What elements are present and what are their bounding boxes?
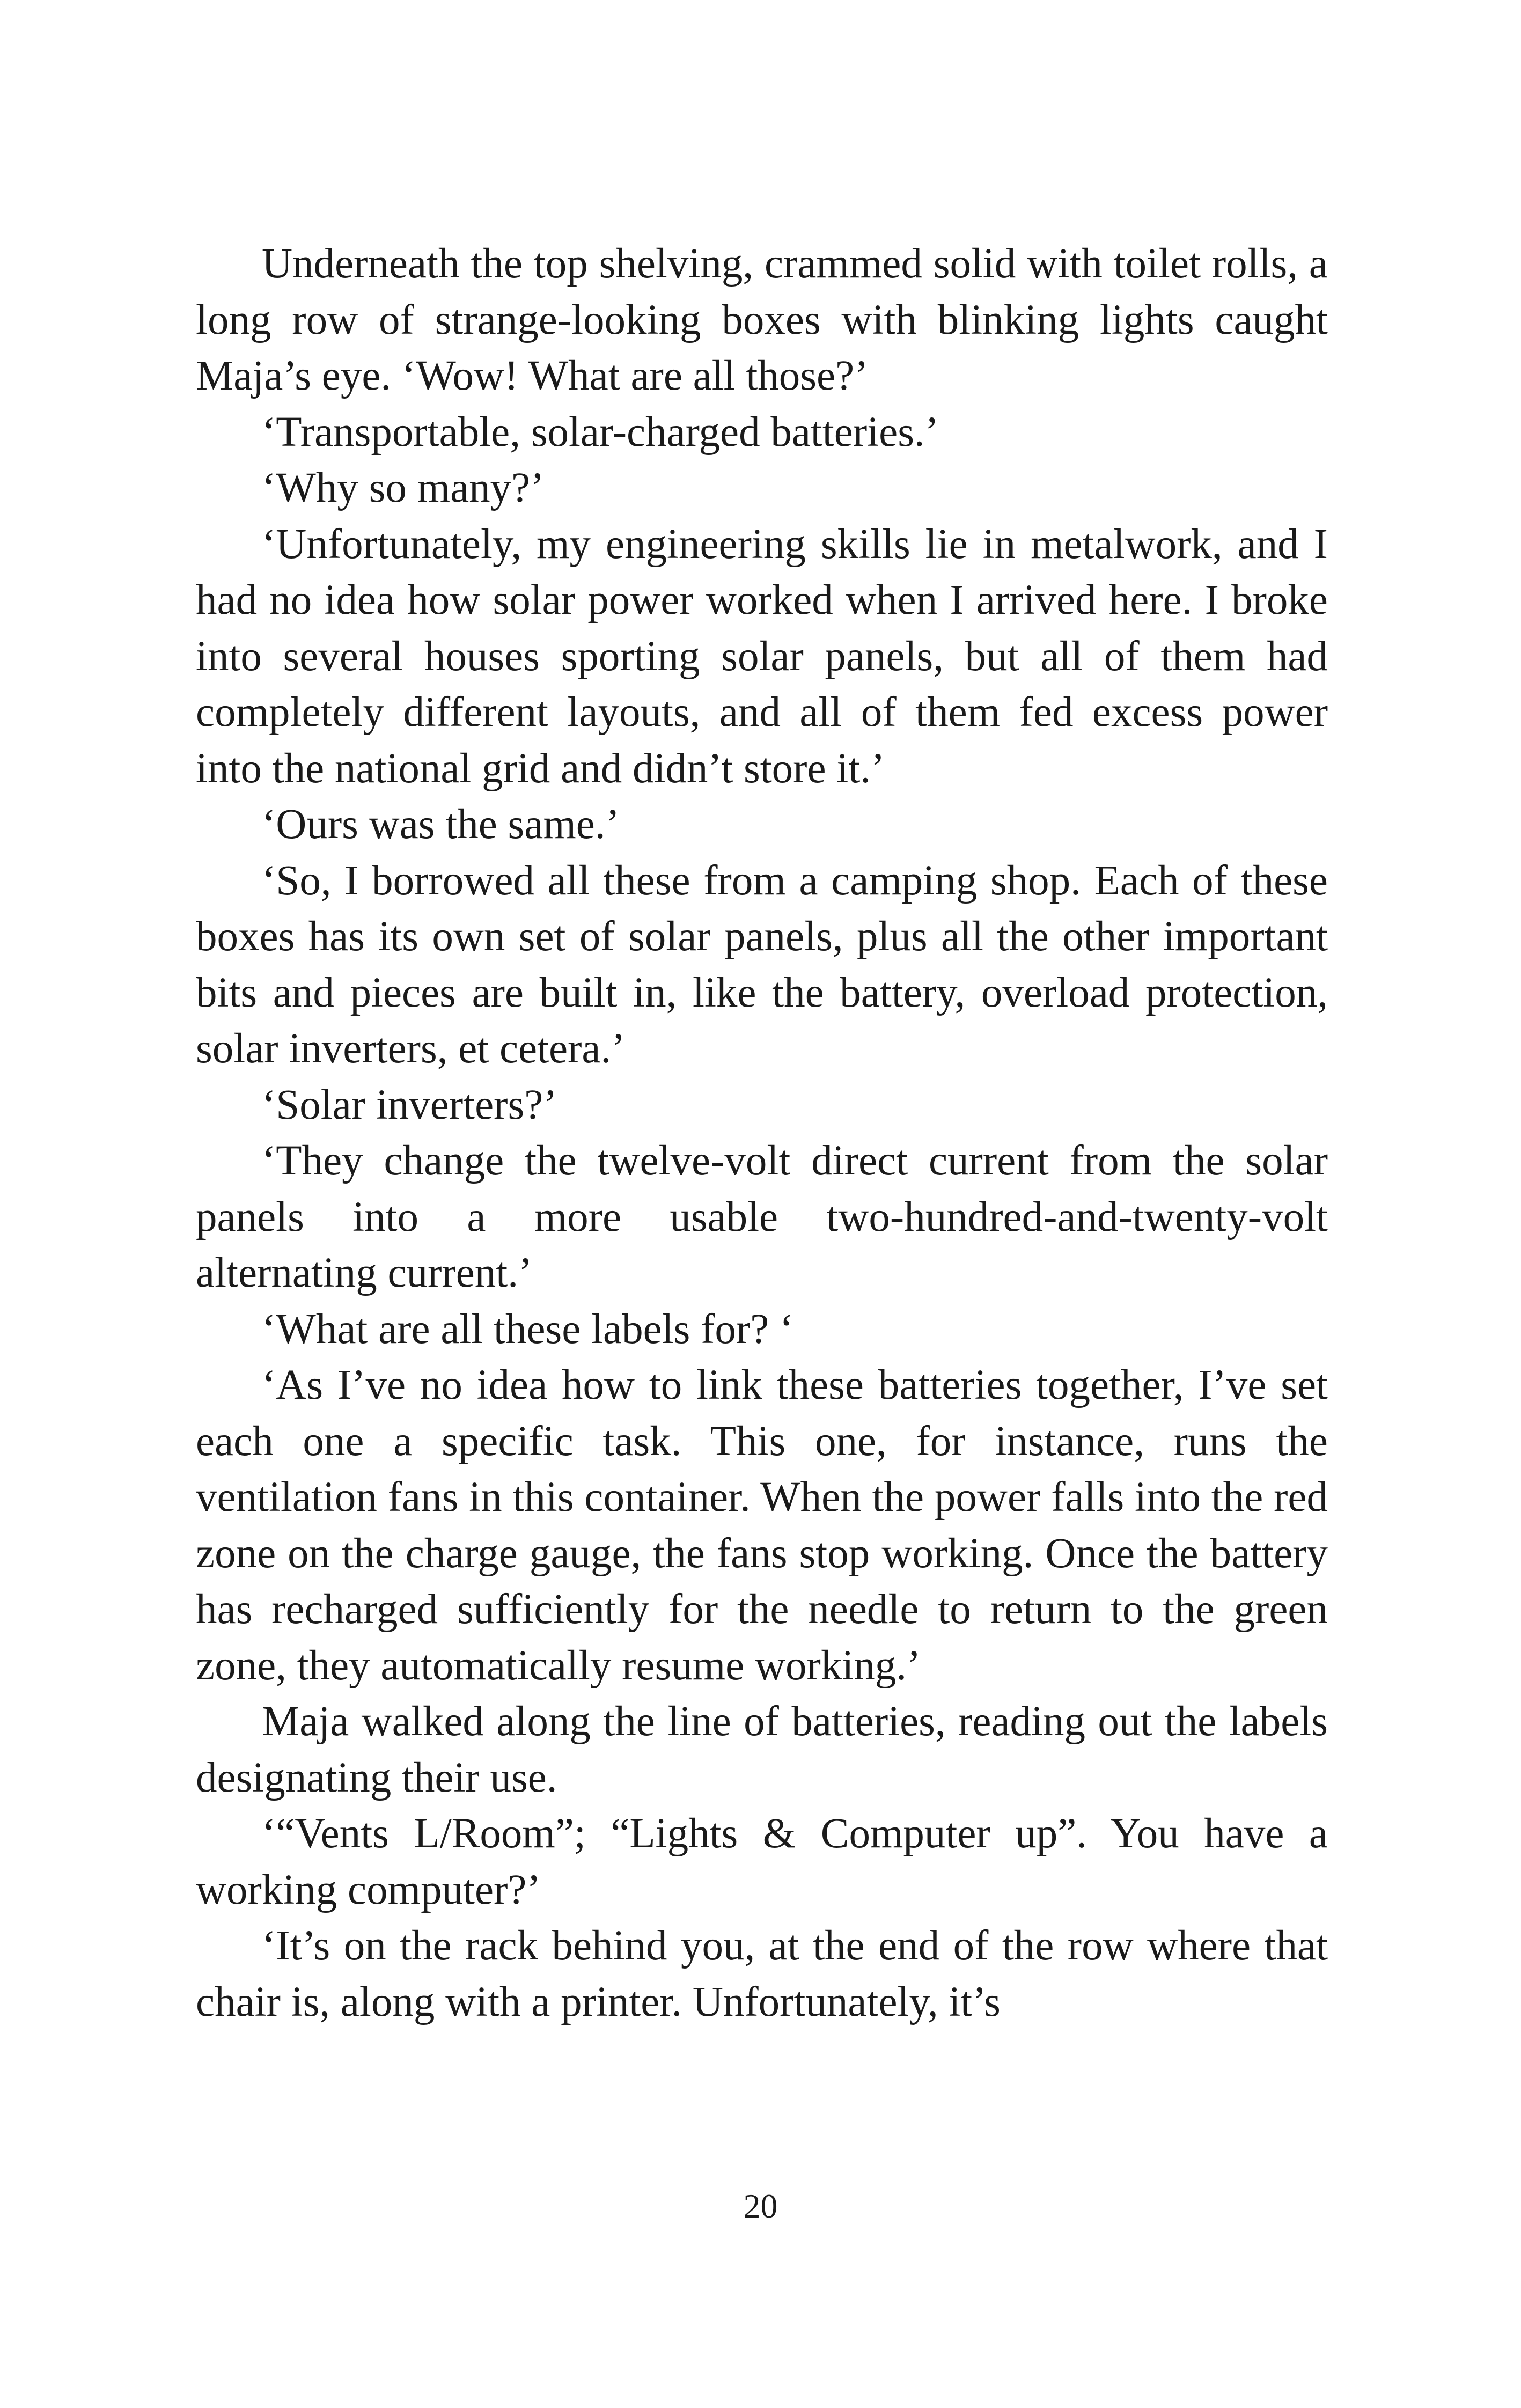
paragraph: ‘Ours was the same.’ bbox=[262, 801, 620, 848]
paragraph: ‘It’s on the rack behind you, at the end of the row where that chair is, along with a printer. Unfortunately, it’s bbox=[196, 1922, 1328, 2025]
paragraph: Maja walked along the line of batteries, reading out the labels designating their use. bbox=[196, 1698, 1328, 1801]
paragraph: ‘Transportable, solar-charged batteries.’ bbox=[262, 408, 939, 456]
body-text bbox=[196, 236, 1328, 2030]
paragraph: Underneath the top shelving, crammed solid with toilet rolls, a long row of strange-looking boxes with blinking lights caught Maja’s eye. ‘Wow! What are all those?’ bbox=[196, 240, 1328, 399]
paragraph: ‘“Vents L/Room”; “Lights & Computer up”. You have a working computer?’ bbox=[196, 1810, 1328, 1913]
page-number: 20 bbox=[743, 2187, 778, 2225]
paragraph: ‘They change the twelve-volt direct current from the solar panels into a more usable two-hundred-and-twenty-volt alternating current.’ bbox=[196, 1137, 1328, 1296]
paragraph: ‘As I’ve no idea how to link these batteries together, I’ve set each one a specific task. This one, for instance, runs the ventilation fans in this container. When the power falls into the red zone on the charge gauge, the fans stop working. Once the battery has recharged sufficiently for the needle to return to the green zone, they automatically resume working.’ bbox=[196, 1362, 1328, 1689]
paragraph: ‘Solar inverters?’ bbox=[262, 1081, 557, 1128]
paragraph: ‘Unfortunately, my engineering skills lie in metalwork, and I had no idea how solar power worked when I arrived here. I broke into several houses sporting solar panels, but all of them had completely different layouts, and all of them fed excess power into the national grid and didn’t store it.’ bbox=[196, 520, 1328, 792]
paragraph: ‘So, I borrowed all these from a camping shop. Each of these boxes has its own set of solar panels, plus all the other important bits and pieces are built in, like the battery, overload protection, solar inverters, et cetera.’ bbox=[196, 857, 1328, 1072]
paragraph: ‘Why so many?’ bbox=[262, 465, 545, 511]
paragraph: ‘What are all these labels for? ‘ bbox=[262, 1305, 794, 1353]
